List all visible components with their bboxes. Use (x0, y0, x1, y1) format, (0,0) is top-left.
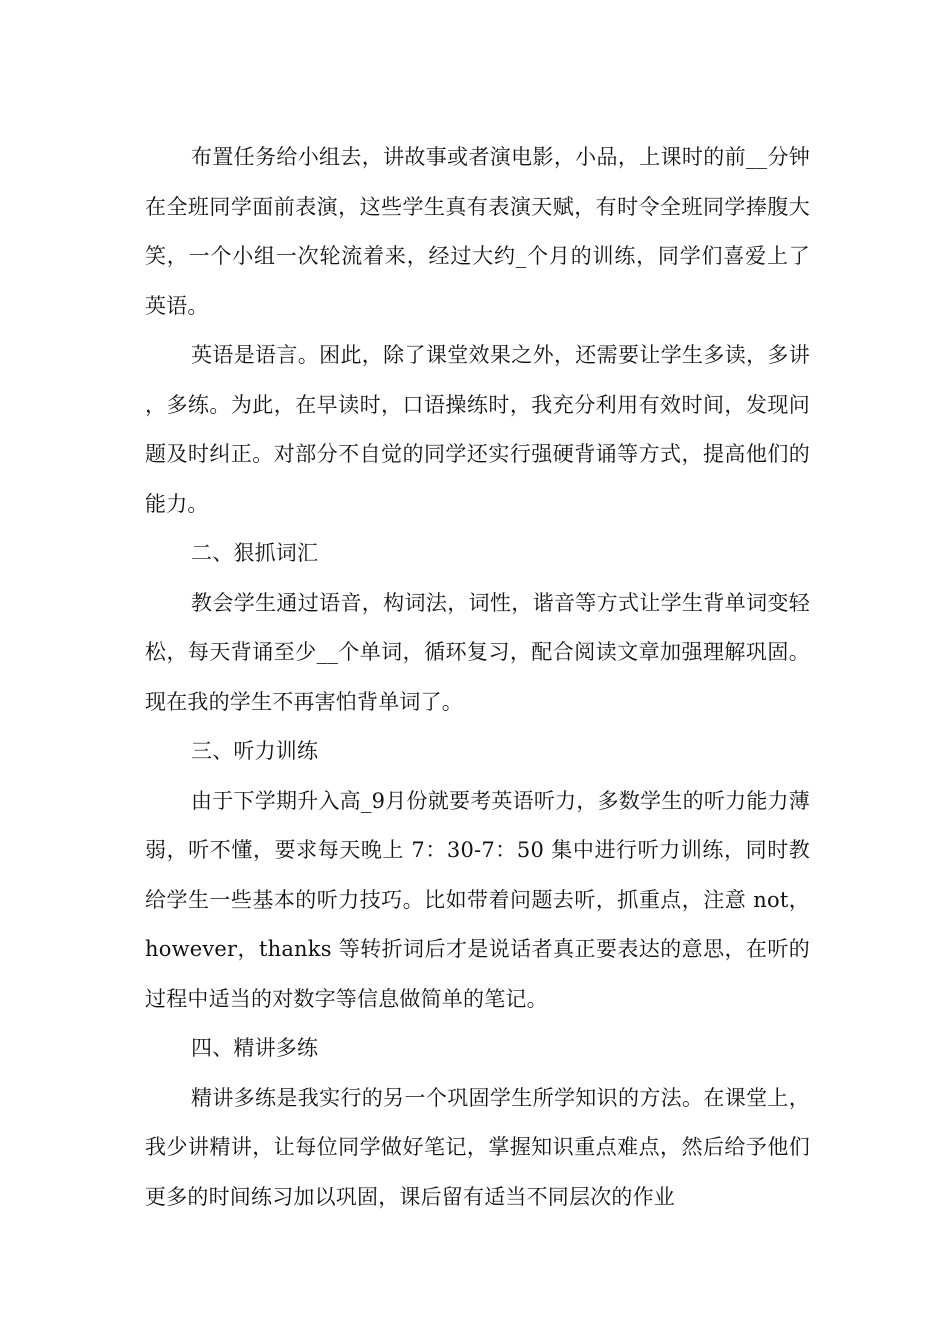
section-heading-listening: 三、听力训练 (191, 739, 319, 763)
section-heading-vocabulary: 二、狠抓词汇 (191, 541, 319, 565)
paragraph-listening: 由于下学期升入高_9月份就要考英语听力，多数学生的听力能力薄弱，听不懂，要求每天晚上 7：30-7：50 集中进行听力训练，同时教给学生一些基本的听力技巧。比如带着问题去听，抓重点，注意 not，however，thanks 等转折词后才是说话者真正要表达的意思，在听的过程中适当的对数字等信息做简单的笔记。 (145, 788, 810, 1011)
paragraph-vocabulary: 教会学生通过语音，构词法，词性，谐音等方式让学生背单词变轻松，每天背诵至少__个单词，循环复习，配合阅读文章加强理解巩固。现在我的学生不再害怕背单词了。 (145, 590, 810, 714)
paragraph-language-practice: 英语是语言。困此，除了课堂效果之外，还需要让学生多读，多讲，多练。为此，在早读时，口语操练时，我充分利用有效时间，发现问题及时纠正。对部分不自觉的同学还实行强硬背诵等方式，提高他们的能力。 (145, 343, 810, 516)
paragraph-group-tasks: 布置任务给小组去，讲故事或者演电影，小品，上课时的前__分钟在全班同学面前表演，这些学生真有表演天赋，有时令全班同学捧腹大笑，一个小组一次轮流着来，经过大约_个月的训练，同学们喜爱上了英语。 (145, 145, 810, 318)
paragraph-practice: 精讲多练是我实行的另一个巩固学生所学知识的方法。在课堂上，我少讲精讲，让每位同学做好笔记，掌握知识重点难点，然后给予他们更多的时间练习加以巩固，课后留有适当不同层次的作业 (145, 1085, 810, 1209)
section-heading-practice: 四、精讲多练 (191, 1036, 319, 1060)
document-body (145, 133, 810, 1222)
